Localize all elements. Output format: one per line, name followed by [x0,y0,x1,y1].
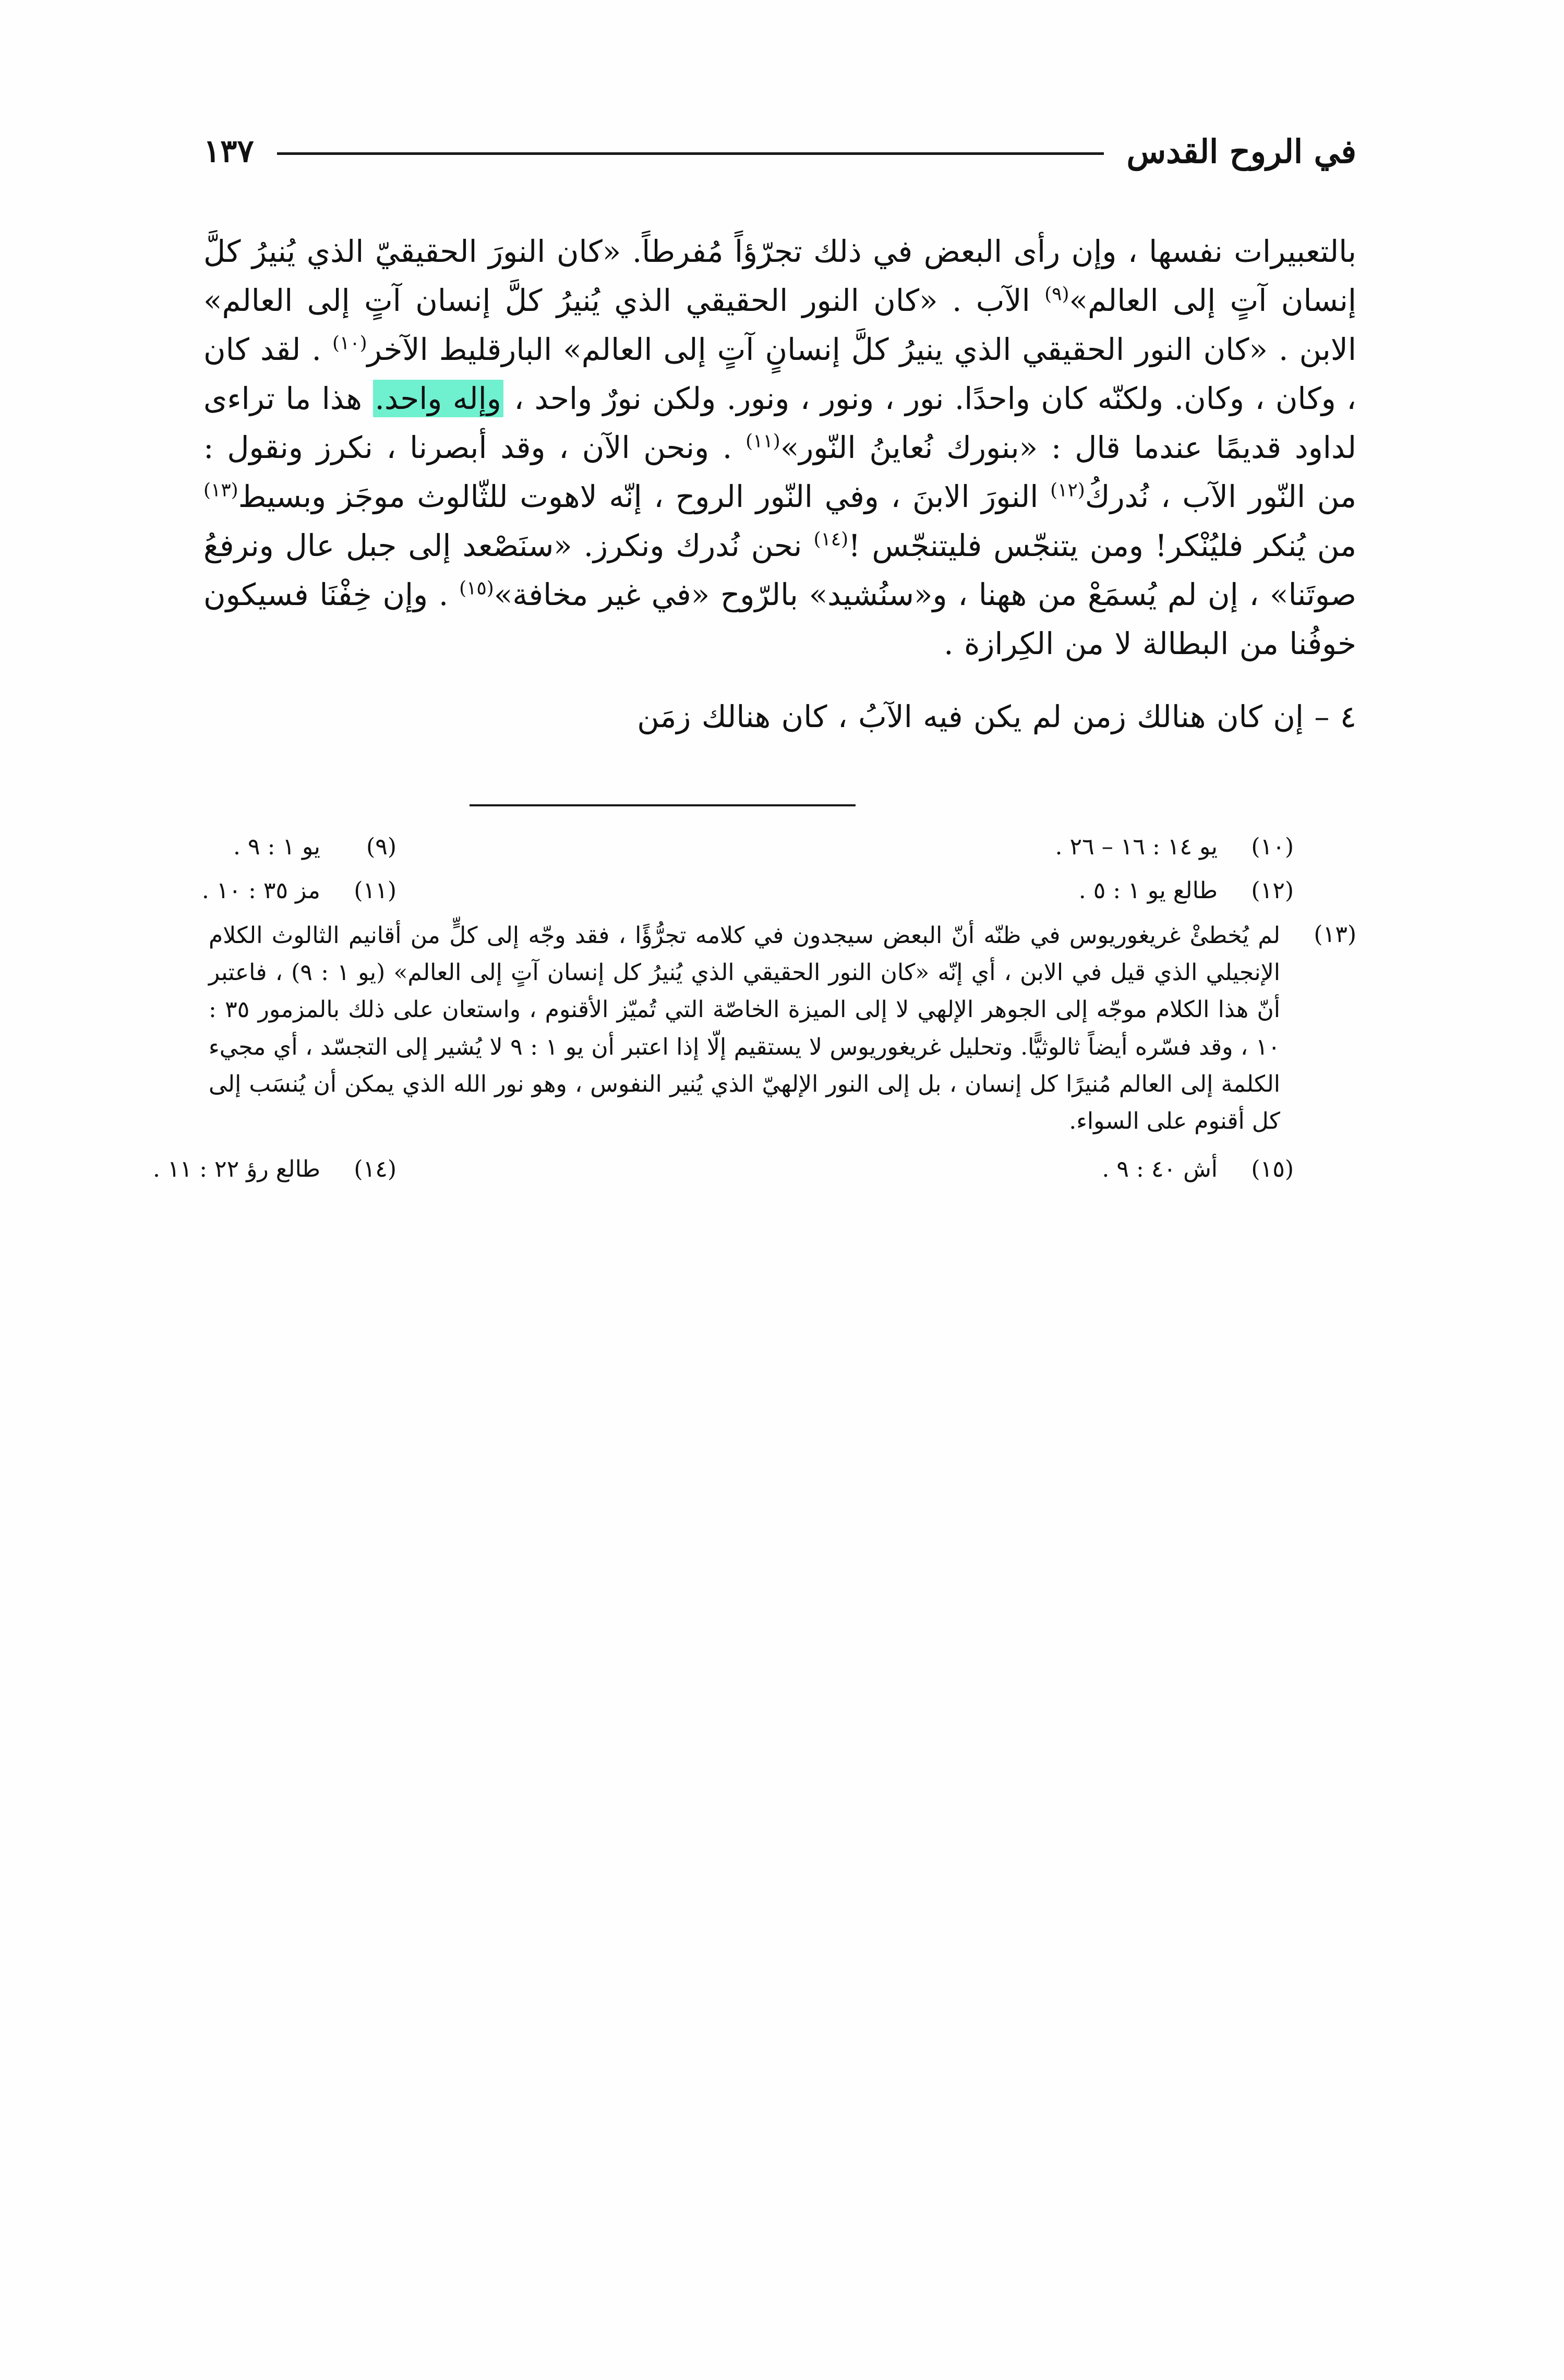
footnote-entry [152,1152,730,1187]
footnote-text: أش ٤٠ : ٩ . [1102,1155,1218,1182]
footnote-marker: (١٤) [354,1155,396,1182]
footnote-row [152,1152,1356,1187]
footnote-divider [470,804,856,806]
footnote-ref-11[interactable]: (١١) [745,430,780,452]
footnote-text: يو ١٤ : ١٦ – ٢٦ . [1055,833,1218,860]
footnote-entry-long [203,917,1356,1140]
footnote-marker: (١٣) [1314,921,1356,948]
footnote-entry [730,1152,1356,1187]
footnote-marker: (٩) [366,833,396,860]
highlighted-phrase: وإله واحد. [373,380,503,417]
footnote-marker: (١٥) [1251,1155,1294,1182]
footnote-text: يو ١ : ٩ . [233,833,320,860]
footnote-marker: (١١) [354,877,396,904]
paragraph-4: ٤ – إن كان هنالك زمن لم يكن فيه الآبُ ، كان هنالك زمَن [637,698,1356,734]
footnote-entry [730,873,1356,909]
footnote-marker: (١٢) [1251,877,1294,904]
footnote-text: مز ٣٥ : ١٠ . [201,877,320,904]
footnote-ref-9[interactable]: (٩) [1044,283,1069,305]
footnotes-section [152,829,1356,1187]
page-content [152,120,1357,1195]
footnote-entry [203,829,730,865]
footnote-row [203,829,1356,865]
footnote-ref-13[interactable]: (١٣) [203,479,238,501]
footnote-ref-15[interactable]: (١٥) [459,577,494,599]
footnote-text: طالع رؤ ٢٢ : ١١ . [152,1155,320,1182]
paragraph-main: بالتعبيرات نفسها ، وإن رأى البعض في ذلك تجرّؤاً مُفرطاً. «كان النورَ الحقيقيّ الذي يُنيرُ كلَّ إنسان آتٍ إلى العالم»$^{(٩)}$ الآب . «كان النور الحقيقي الذي يُنيرُ كلَّ إنسان آتٍ إلى العالم» الابن . «كان النور الحقيقي الذي ينيرُ كلَّ إنسانٍ آتٍ إلى العالم» البارقليط الآخر$^{(١٠)}$ . لقد كان ، وكان ، وكان. ولكنّه كان واحدًا. نور ، ونور ، ونور. ولكن نورٌ واحد ، وإله واحد. هذا ما تراءى لداود قديمًا عندما قال : «بنورك نُعاينُ النّور»$^{(١١)}$ . ونحن الآن ، وقد أبصرنا ، نكرز ونقول : من النّور الآب ، نُدركُ$^{(١٢)}$ النورَ الابنَ ، وفي النّور الروح ، إنّه لاهوت للثّالوث موجَز وبسيط$^{(١٣)}$ من يُنكر فليُنْكر! ومن يتنجّس فليتنجّس !$^{(١٤)}$ نحن نُدرك ونكرز. «سنَصْعد إلى جبل عال ونرفعُ صوتَنا» ، إن لم يُسمَعْ من ههنا ، و«سنُشيد» بالرّوح «في غير مخافة»$^{(١٥)}$ . وإن خِفْنَا فسيكون خوفُنا من البطالة لا من الكِرازة . [203,234,1357,661]
page-title: في الروح القدس [1126,132,1356,171]
page-number: ١٣٧ [203,133,254,170]
page-header [203,120,1356,183]
footnote-text: طالع يو ١ : ٥ . [1078,877,1218,904]
footnote-row [203,873,1356,909]
footnote-text: لم يُخطئْ غريغوريوس في ظنّه أنّ البعض سيجدون في كلامه تجرُّؤًا ، فقد وجّه إلى كلٍّ من أقانيم الثالوث الكلام الإنجيلي الذي قيل في الابن ، أي إنّه «كان النور الحقيقي الذي يُنيرُ كل إنسان آتٍ إلى العالم» (يو ١ : ٩) ، فاعتبر أنّ هذا الكلام موجّه إلى الجوهر الإلهي لا إلى الميزة الخاصّة التي تُميّز الأقنوم ، واستعان على ذلك بالمزمور ٣٥ : ١٠ ، وقد فسّره أيضاً ثالوثيًّا. وتحليل غريغوريوس لا يستقيم إلّا إذا اعتبر أن يو ١ : ٩ لا يُشير إلى التجسّد ، أي مجيء الكلمة إلى العالم مُنيرًا كل إنسان ، بل إلى النور الإلهيّ الذي يُنير النفوس ، وهو نور الله الذي يمكن أن يُنسَب إلى كل أقنوم على السواء. [209,922,1281,1135]
footnote-ref-12[interactable]: (١٢) [1050,479,1085,501]
footnote-entry [730,829,1356,865]
body-text [203,227,1356,742]
footnote-entry [203,873,730,909]
footnote-ref-14[interactable]: (١٤) [813,528,849,550]
header-divider [277,152,1104,155]
footnote-marker: (١٠) [1251,833,1294,860]
footnote-ref-10[interactable]: (١٠) [332,332,367,354]
